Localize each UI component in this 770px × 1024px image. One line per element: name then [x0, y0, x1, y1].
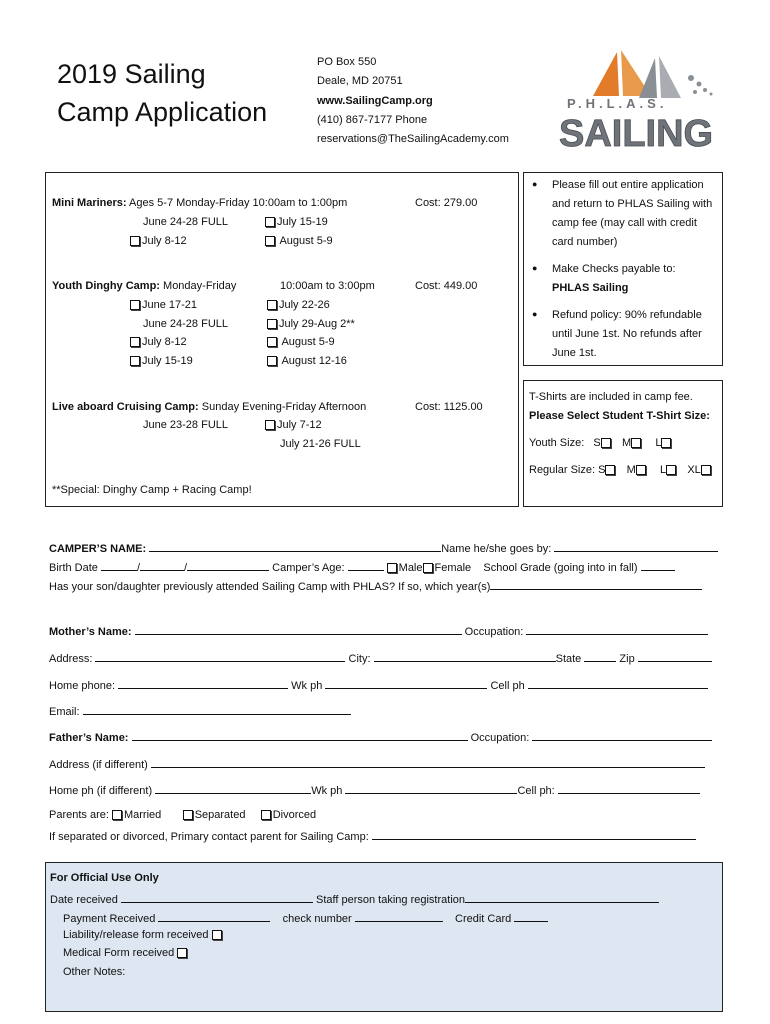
org-address-line-1: PO Box 550 — [317, 56, 377, 68]
other-notes-label: Other Notes: — [63, 966, 126, 978]
bullet-icon: ● — [532, 263, 538, 273]
birth-year-field[interactable] — [187, 559, 269, 571]
youth-m-checkbox[interactable] — [631, 438, 641, 448]
mini-mariners-label: Mini Mariners: — [52, 197, 127, 209]
title-line-1: 2019 Sailing — [57, 59, 206, 89]
father-occupation-label: Occupation: — [470, 732, 530, 744]
checkbox[interactable] — [130, 236, 140, 246]
phone-row — [49, 677, 708, 692]
dinghy-option-june-17[interactable]: June 17-21 — [130, 299, 197, 311]
note-line: and return to PHLAS Sailing with — [552, 198, 713, 210]
medical-form-label: Medical Form received — [63, 947, 175, 959]
checkbox[interactable] — [267, 319, 277, 329]
work-phone-label: Wk ph — [291, 680, 323, 692]
cruising-cost: Cost: 1125.00 — [415, 401, 483, 413]
email-field[interactable] — [83, 703, 351, 715]
org-phone: (410) 867-7177 Phone — [317, 114, 428, 126]
checkbox[interactable] — [265, 217, 275, 227]
mother-occupation-label: Occupation: — [464, 626, 524, 638]
check-number-label: check number — [282, 913, 352, 925]
camper-name-label: CAMPER’S NAME: — [49, 543, 147, 555]
regular-xl-checkbox[interactable] — [701, 465, 711, 475]
parents-are-label: Parents are: — [49, 809, 109, 821]
cell-phone-label: Cell ph — [490, 680, 525, 692]
phlas-sailing-logo — [555, 48, 720, 153]
zip-field[interactable] — [638, 650, 712, 662]
note-line: June 1st. — [552, 347, 597, 359]
goes-by-label: Name he/she goes by: — [441, 543, 552, 555]
official-use-box — [45, 862, 723, 1012]
mother-name-label: Mother’s Name: — [49, 626, 132, 638]
dinghy-option-august-5[interactable]: August 5-9 — [267, 336, 335, 348]
grade-field[interactable] — [641, 559, 675, 571]
cruising-option-july-7[interactable]: July 7-12 — [265, 419, 322, 431]
bullet-icon: ● — [532, 179, 538, 189]
address-field[interactable] — [95, 650, 345, 662]
separated-checkbox[interactable] — [183, 810, 193, 820]
camper-age-label: Camper’s Age: — [272, 562, 345, 574]
alt-cell-phone-label: Cell ph: — [517, 785, 555, 797]
date-received-row — [50, 891, 659, 906]
mini-option-august-5[interactable]: August 5-9 — [265, 235, 333, 247]
email-row — [49, 703, 351, 718]
state-label: State — [555, 653, 582, 665]
alt-address-row — [49, 756, 705, 771]
payment-row — [63, 910, 548, 925]
check-number-field[interactable] — [355, 910, 443, 922]
dinghy-option-july-22[interactable]: July 22-26 — [267, 299, 330, 311]
liability-checkbox[interactable] — [212, 930, 222, 940]
alt-work-phone-label: Wk ph — [311, 785, 343, 797]
previous-years-field[interactable] — [490, 578, 702, 590]
primary-contact-label: If separated or divorced, Primary contact parent for Sailing Camp: — [49, 831, 369, 843]
birth-date-label: Birth Date — [49, 562, 98, 574]
email-label: Email: — [49, 706, 80, 718]
alt-phone-row — [49, 782, 700, 797]
note-line: card number) — [552, 236, 618, 248]
tshirt-box — [523, 380, 723, 507]
female-checkbox[interactable] — [423, 563, 433, 573]
father-name-label: Father’s Name: — [49, 732, 129, 744]
org-email: reservations@TheSailingAcademy.com — [317, 133, 509, 145]
credit-card-label: Credit Card — [455, 913, 512, 925]
note-line: Please fill out entire application — [552, 179, 704, 191]
male-checkbox[interactable] — [387, 563, 397, 573]
cruising-row — [52, 401, 366, 413]
youth-size-row: Youth Size: S M L — [529, 437, 673, 449]
work-phone-field[interactable] — [325, 677, 487, 689]
birth-month-field[interactable] — [101, 559, 137, 571]
alt-cell-phone-field[interactable] — [558, 782, 700, 794]
svg-text:SAILING: SAILING — [559, 113, 714, 153]
state-field[interactable] — [584, 650, 616, 662]
regular-size-row: Regular Size: S M L XL — [529, 464, 713, 476]
previous-attendance-row — [49, 578, 702, 593]
svg-text:P.H.L.A.S.: P.H.L.A.S. — [567, 96, 668, 111]
checkbox[interactable] — [130, 300, 140, 310]
zip-label: Zip — [619, 653, 635, 665]
cruising-desc: Sunday Evening-Friday Afternoon — [201, 401, 367, 413]
married-checkbox[interactable] — [112, 810, 122, 820]
mini-option-july-8[interactable]: July 8-12 — [130, 235, 187, 247]
note-line: Refund policy: 90% refundable — [552, 309, 702, 321]
payment-received-field[interactable] — [158, 910, 270, 922]
note-line: until June 1st. No refunds after — [552, 328, 702, 340]
dinghy-time: 10:00am to 3:00pm — [280, 280, 375, 292]
dinghy-desc: Monday-Friday — [163, 280, 237, 292]
cruising-date-june-23: June 23-28 FULL — [143, 419, 228, 431]
special-note: **Special: Dinghy Camp + Racing Camp! — [52, 484, 252, 496]
date-received-field[interactable] — [121, 891, 313, 903]
mini-mariners-desc: Ages 5-7 Monday-Friday 10:00am to 1:00pm — [129, 197, 348, 209]
divorced-checkbox[interactable] — [261, 810, 271, 820]
birth-date-row: Birth Date / / Camper’s Age: Male Female School Grade (going into in fall) — [49, 559, 675, 574]
dinghy-row — [52, 280, 236, 292]
note-payee: PHLAS Sailing — [552, 282, 629, 294]
liability-row — [63, 929, 224, 941]
staff-label: Staff person taking registration — [316, 894, 465, 906]
tshirt-heading: Please Select Student T-Shirt Size: — [529, 410, 710, 422]
org-address-line-2: Deale, MD 20751 — [317, 75, 403, 87]
birth-day-field[interactable] — [140, 559, 184, 571]
camper-age-field[interactable] — [348, 559, 384, 571]
note-line: Make Checks payable to: — [552, 263, 676, 275]
address-label: Address: — [49, 653, 93, 665]
medical-form-checkbox[interactable] — [177, 948, 187, 958]
checkbox[interactable] — [267, 356, 277, 366]
cruising-label: Live aboard Cruising Camp: — [52, 401, 199, 413]
alt-home-phone-field[interactable] — [155, 782, 311, 794]
checkbox[interactable] — [130, 356, 140, 366]
previous-attendance-label: Has your son/daughter previously attended Sailing Camp with PHLAS? If so, which year(s) — [49, 581, 491, 593]
mother-occupation-field[interactable] — [526, 623, 708, 635]
cruising-date-july-21: July 21-26 FULL — [280, 438, 361, 450]
credit-card-field[interactable] — [514, 910, 548, 922]
youth-l-checkbox[interactable] — [661, 438, 671, 448]
mini-mariners-cost: Cost: 279.00 — [415, 197, 478, 209]
grade-label: School Grade (going into in fall) — [483, 562, 638, 574]
city-label: City: — [348, 653, 371, 665]
regular-s-checkbox[interactable] — [605, 465, 615, 475]
date-received-label: Date received — [50, 894, 118, 906]
mini-date-june-24: June 24-28 FULL — [143, 216, 228, 228]
alt-home-phone-label: Home ph (if different) — [49, 785, 153, 797]
payment-received-label: Payment Received — [63, 913, 156, 925]
address-row — [49, 650, 712, 665]
camper-name-row — [49, 540, 718, 555]
dinghy-option-july-29[interactable]: July 29-Aug 2** — [267, 318, 355, 330]
father-row — [49, 729, 712, 744]
mini-option-july-15[interactable]: July 15-19 — [265, 216, 328, 228]
dinghy-label: Youth Dinghy Camp: — [52, 280, 160, 292]
father-occupation-field[interactable] — [532, 729, 712, 741]
notes-box — [523, 172, 723, 366]
sail-boat-icon — [555, 48, 720, 153]
mother-row — [49, 623, 708, 638]
home-phone-field[interactable] — [118, 677, 288, 689]
official-use-title: For Official Use Only — [50, 872, 159, 884]
dinghy-option-august-12[interactable]: August 12-16 — [267, 355, 347, 367]
bullet-icon: ● — [532, 309, 538, 319]
dinghy-option-july-8[interactable]: July 8-12 — [130, 336, 187, 348]
city-field[interactable] — [374, 650, 556, 662]
primary-contact-row — [49, 828, 696, 843]
camper-name-field[interactable] — [149, 540, 441, 552]
checkbox[interactable] — [265, 420, 275, 430]
parents-status-row: Parents are: Married Separated Divorced — [49, 809, 317, 821]
note-line: camp fee (may call with credit — [552, 217, 697, 229]
home-phone-label: Home phone: — [49, 680, 116, 692]
youth-s-checkbox[interactable] — [601, 438, 611, 448]
tshirt-note: T-Shirts are included in camp fee. — [529, 391, 693, 403]
org-website: www.SailingCamp.org — [317, 95, 433, 107]
dinghy-date-june-24: June 24-28 FULL — [143, 318, 228, 330]
checkbox[interactable] — [267, 337, 277, 347]
medical-row — [63, 947, 189, 959]
alt-address-label: Address (if different) — [49, 759, 148, 771]
goes-by-field[interactable] — [554, 540, 718, 552]
father-name-field[interactable] — [132, 729, 468, 741]
dinghy-option-july-15[interactable]: July 15-19 — [130, 355, 193, 367]
regular-l-checkbox[interactable] — [666, 465, 676, 475]
primary-contact-field[interactable] — [372, 828, 696, 840]
checkbox[interactable] — [267, 300, 277, 310]
regular-m-checkbox[interactable] — [636, 465, 646, 475]
staff-field[interactable] — [465, 891, 659, 903]
alt-address-field[interactable] — [151, 756, 705, 768]
checkbox[interactable] — [265, 236, 275, 246]
checkbox[interactable] — [130, 337, 140, 347]
mini-mariners-row — [52, 197, 347, 209]
liability-label: Liability/release form received — [63, 929, 209, 941]
title-line-2: Camp Application — [57, 97, 268, 127]
cell-phone-field[interactable] — [528, 677, 708, 689]
dinghy-cost: Cost: 449.00 — [415, 280, 478, 292]
alt-work-phone-field[interactable] — [345, 782, 517, 794]
mother-name-field[interactable] — [135, 623, 462, 635]
